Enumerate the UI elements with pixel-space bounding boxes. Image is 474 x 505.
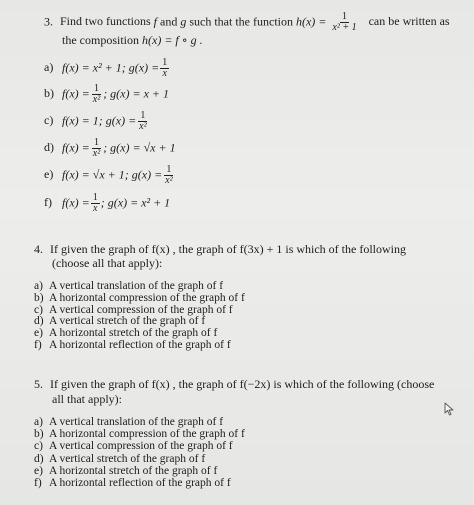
q5-option-text: A horizontal stretch of the graph of f [49, 464, 218, 477]
q3-h-num: 1 [342, 11, 347, 22]
q4-option-text: A horizontal reflection of the graph of f [49, 339, 231, 351]
q4-option [34, 327, 217, 339]
q5-option-text: A horizontal compression of the graph of f [49, 428, 245, 441]
q3-option-fraction [160, 58, 169, 79]
q4-option-text: A horizontal compression of the graph of f [49, 291, 245, 304]
q3-option [44, 84, 169, 105]
q3-option-den: x [162, 68, 167, 79]
q3-option-pre: f(x) = [62, 140, 90, 155]
q3-option-letter: f) [44, 195, 52, 210]
q3-h-den: x² + 1 [332, 22, 357, 33]
q5-option [34, 440, 233, 452]
q3-option-den: x [93, 203, 98, 214]
q3-option-num: 1 [162, 57, 168, 68]
q3-option-pre: f(x) = [62, 86, 90, 101]
q3-option-num: 1 [166, 164, 172, 175]
q3-g: g [180, 14, 187, 29]
q5-option-letter: c) [34, 440, 43, 453]
q5-stem-line2: all that apply): [52, 392, 122, 406]
q3-line2-a: the composition [62, 33, 139, 47]
q3-option-letter: c) [44, 113, 54, 128]
q4-option-text: A vertical compression of the graph of f [49, 303, 233, 316]
q5-number: 5. [34, 377, 43, 391]
q4-option-text: A vertical translation of the graph of f [49, 280, 224, 292]
q3-option-pre: f(x) = [62, 195, 90, 210]
q5-option-text: A vertical stretch of the graph of f [49, 452, 206, 465]
q5-option-letter: d) [34, 452, 44, 465]
q5-option-letter: b) [34, 428, 44, 441]
q3-option [44, 58, 170, 79]
q3-option-den: x² [92, 94, 101, 105]
q3-option-pre: f(x) = √x + 1; g(x) = [62, 167, 163, 182]
q4-line1: If given the graph of f(x) , the graph of f(3x) + 1 is which of the following [50, 242, 407, 256]
q3-option-letter: b) [44, 86, 54, 101]
q5-option-text: A vertical compression of the graph of f [49, 440, 233, 453]
q3-stem-line2 [62, 33, 203, 47]
q3-option-pre: f(x) = 1; g(x) = [62, 113, 137, 128]
q4-stem-line1 [34, 242, 406, 256]
q3-option-post: ; g(x) = x² + 1 [100, 195, 171, 210]
q5-option [34, 428, 245, 440]
q3-option [44, 165, 176, 186]
q5-option-text: A vertical translation of the graph of f [49, 416, 224, 428]
q3-option-pre: f(x) = x² + 1; g(x) = [62, 60, 160, 75]
q3-option-den: x² [92, 148, 101, 159]
q3-option [44, 193, 170, 214]
q5-option [34, 477, 231, 489]
q4-option [34, 280, 223, 292]
q3-f: f [153, 14, 158, 29]
q3-option-den: x² [165, 175, 173, 186]
q3-stem-a: Find two functions [60, 14, 151, 29]
q3-option-letter: e) [44, 167, 54, 182]
q3-option-post: ; g(x) = x + 1 [103, 86, 170, 101]
q3-option-den: x² [139, 121, 147, 132]
q4-option [34, 304, 233, 316]
q3-line2-b: h(x) = f ∘ g . [142, 33, 203, 47]
q3-option-fraction [91, 84, 102, 105]
q4-option-letter: d) [34, 315, 44, 328]
q4-option-text: A vertical stretch of the graph of f [49, 315, 206, 328]
q3-option-post: ; g(x) = √x + 1 [103, 140, 176, 155]
q3-option-letter: a) [44, 60, 54, 75]
q5-option [34, 453, 205, 465]
q3-option-fraction [91, 138, 102, 159]
q4-option-letter: a) [34, 280, 43, 292]
q3-option [44, 138, 176, 159]
q3-option-letter: d) [44, 140, 54, 155]
q3-number: 3. [44, 14, 53, 29]
q4-stem-line2: (choose all that apply): [52, 256, 163, 270]
q4-option-letter: e) [34, 327, 43, 340]
q5-option-letter: e) [34, 464, 43, 477]
q4-option [34, 292, 245, 304]
q4-option-text: A horizontal stretch of the graph of f [49, 327, 218, 340]
q3-option [44, 111, 150, 132]
q4-number: 4. [34, 242, 43, 256]
q3-h-fraction [330, 12, 358, 33]
q3-h-lhs: h(x) = [295, 14, 327, 29]
q5-option [34, 465, 217, 477]
q3-option-num: 1 [93, 137, 99, 148]
q4-option-letter: c) [34, 303, 43, 316]
q3-option-num: 1 [93, 83, 99, 94]
q3-option-fraction [91, 193, 100, 214]
q4-option [34, 339, 231, 351]
q3-option-fraction [137, 111, 148, 132]
q5-option-text: A horizontal reflection of the graph of f [49, 477, 231, 489]
q4-option-letter: b) [34, 291, 44, 304]
q4-option [34, 315, 205, 327]
q3-and: and [160, 14, 178, 29]
q3-option-fraction [163, 165, 174, 186]
q3-stem-line1 [44, 12, 450, 33]
q3-stem-b: such that the function [189, 14, 293, 29]
q5-option-letter: f) [34, 477, 42, 489]
q3-option-num: 1 [92, 192, 98, 203]
q5-option-letter: a) [34, 416, 43, 428]
q5-line1: If given the graph of f(x) , the graph of f(−2x) is which of the following (choose [50, 377, 435, 391]
mouse-pointer-icon [444, 402, 455, 416]
q3-option-num: 1 [140, 110, 146, 121]
q5-stem-line1 [34, 377, 434, 391]
q5-option [34, 416, 223, 428]
q4-option-letter: f) [34, 339, 42, 351]
q3-stem-c: can be written as [368, 14, 450, 29]
